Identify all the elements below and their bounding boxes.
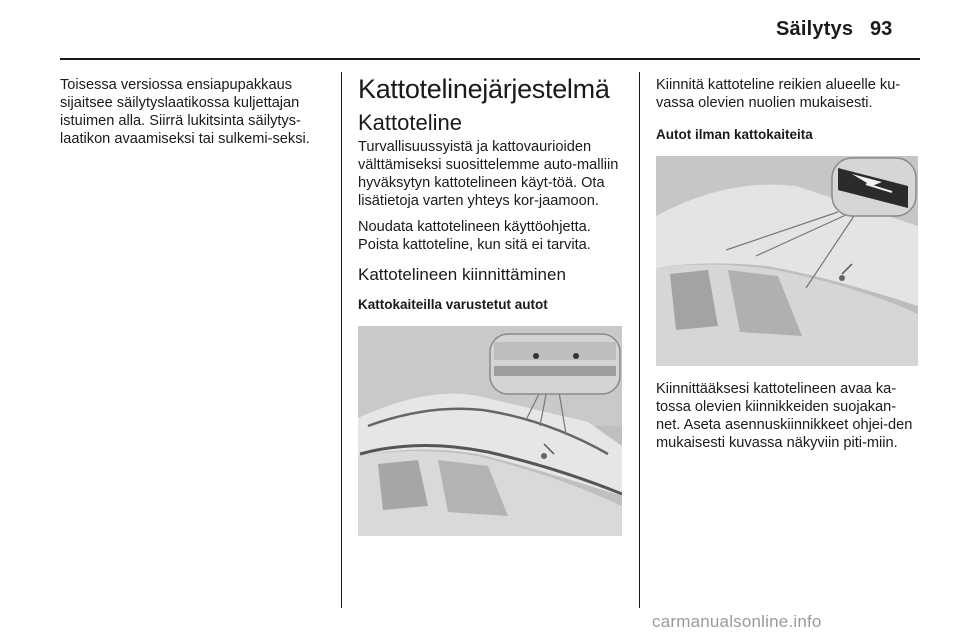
- subsection-heading: Autot ilman kattokaiteita: [656, 127, 813, 142]
- section-heading: Kattotelineen kiinnittäminen: [358, 265, 566, 284]
- body-paragraph: Toisessa versiossa ensiapupakkaus sijaitsee säilytyslaatikossa kuljettajan istuimen alla. Siirrä lukitsinta säilytys-laatikon avaamiseksi tai sulkemi-seksi.: [60, 77, 310, 147]
- roof-rails-car-illustration: [358, 326, 622, 536]
- body-paragraph: Kiinnittääksesi kattotelineen avaa ka-tossa olevien kiinnikkeiden suojakan-net. Aseta asennuskiinnikkeet ohjei-den mukaisesti kuvassa näkyviin piti-miin.: [656, 381, 913, 451]
- column-divider-right: [639, 72, 640, 608]
- page-number: 93: [870, 18, 893, 40]
- body-paragraph: Kiinnitä kattoteline reikien alueelle ku-vassa olevien nuolien mukaisesti.: [656, 77, 901, 111]
- middle-column: [358, 74, 626, 536]
- roof-without-rails-car-illustration: [656, 156, 918, 366]
- body-paragraph: Noudata kattotelineen käyttöohjetta. Poista kattoteline, kun sitä ei tarvita.: [358, 219, 591, 253]
- column-divider-left: [341, 72, 342, 608]
- right-column: [656, 76, 920, 460]
- subsection-heading: Kattokaiteilla varustetut autot: [358, 297, 548, 312]
- page-header-title: Säilytys: [776, 18, 854, 40]
- header-divider: [60, 58, 920, 60]
- section-title: Kattotelinejärjestelmä: [358, 74, 610, 104]
- body-paragraph: Turvallisuussyistä ja kattovaurioiden välttämiseksi suosittelemme auto-malliin hyväksytyn kattotelineen käyt-töä. Ota lisätietoja varten yhteys kor-jaamoon.: [358, 139, 619, 209]
- watermark: carmanualsonline.info: [652, 612, 822, 631]
- left-column: [60, 76, 330, 156]
- subsection-title: Kattoteline: [358, 110, 462, 135]
